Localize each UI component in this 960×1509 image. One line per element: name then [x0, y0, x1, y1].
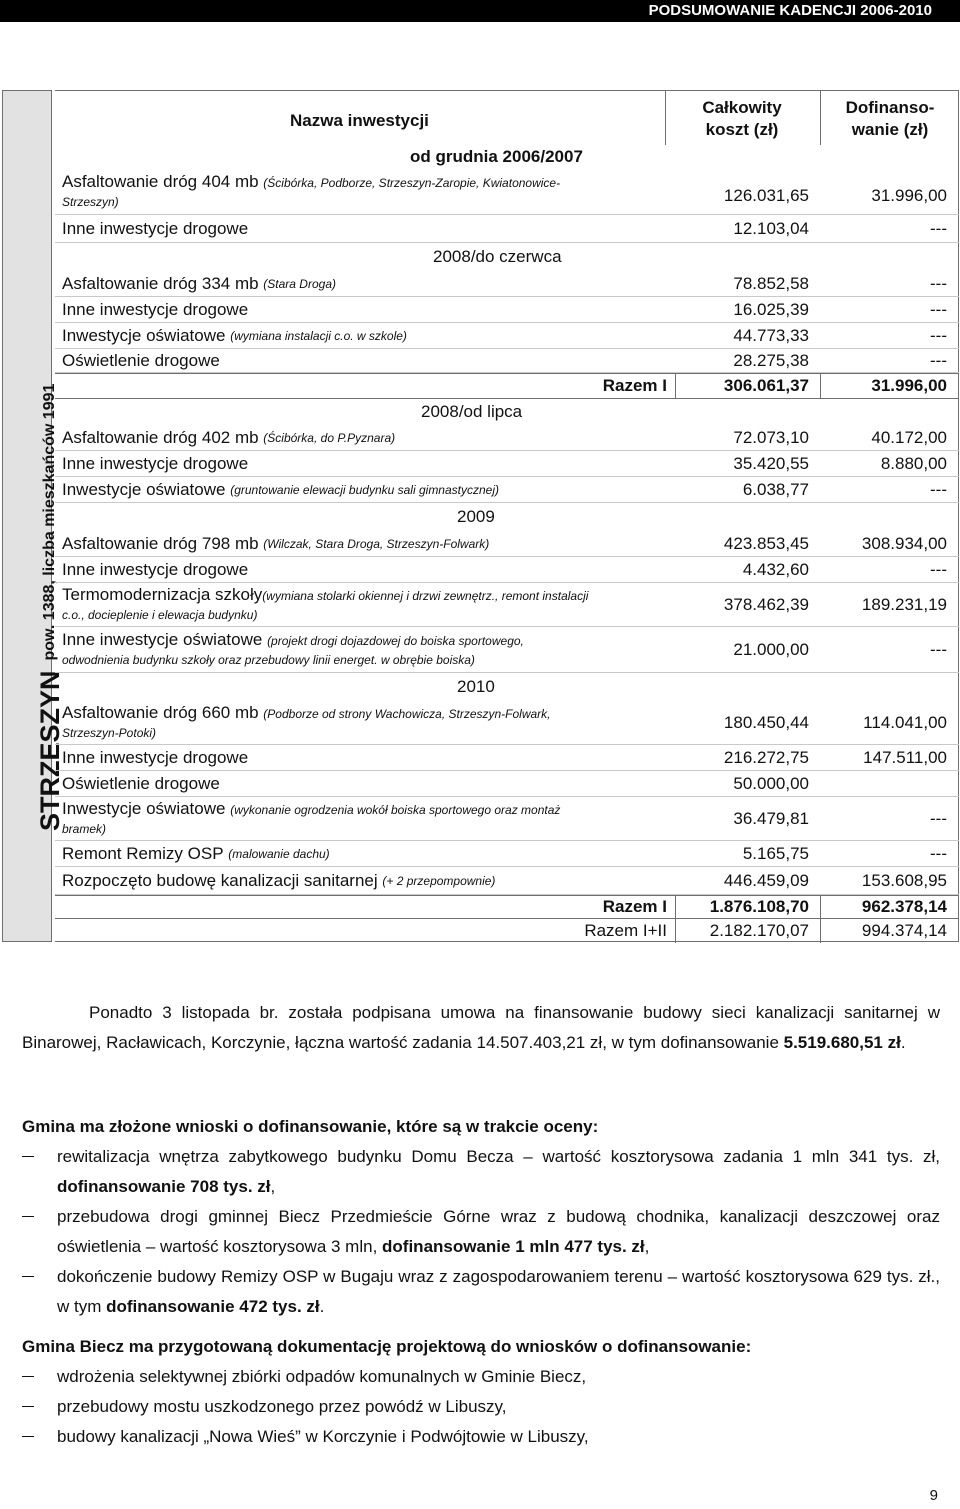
list-item-text: budowy kanalizacji „Nowa Wieś” w Korczynie i Podwójtowie w Libuszy, — [57, 1427, 589, 1446]
subtotal-divider — [675, 373, 676, 399]
row-dof: 8.880,00 — [880, 453, 947, 473]
col-dof-line2: wanie (zł) — [851, 120, 929, 139]
row-name — [62, 477, 672, 502]
row-title: Oświetlenie drogowe — [62, 350, 220, 370]
row-detail: (wymiana stolarki okiennej i drzwi zewnętrz., remont instalacji — [262, 588, 589, 603]
documentation-section — [22, 1332, 940, 1452]
col-cost-line1: Całkowity — [702, 98, 782, 117]
row-title: Rozpoczęto budowę kanalizacji sanitarnej — [62, 870, 378, 890]
header-divider — [665, 91, 666, 145]
row-dof: --- — [930, 325, 947, 345]
row-detail: (gruntowanie elewacji budynku sali gimnastycznej) — [230, 482, 500, 497]
village-info: pow. 1388, liczba mieszkańców 1991 — [41, 383, 58, 661]
row-dof: 308.934,00 — [861, 533, 947, 553]
row-dof: 153.608,95 — [861, 870, 947, 890]
row-title: Inne inwestycje drogowe — [62, 747, 249, 767]
row-detail-2: Strzeszyn) — [62, 194, 119, 209]
investment-table — [55, 90, 959, 942]
header-divider — [820, 91, 821, 145]
section-label: od grudnia 2006/2007 — [410, 147, 583, 166]
row-dof: --- — [930, 559, 947, 579]
totals-divider — [675, 895, 676, 943]
subtotal-cost: 1.876.108,70 — [709, 897, 809, 916]
row-title: Inwestycje oświatowe — [62, 325, 226, 345]
list-item-text: rewitalizacja wnętrza zabytkowego budynku Domu Becza – wartość kosztorysowa zadania 1 mln 341 tys. zł, — [57, 1147, 940, 1166]
row-name — [62, 583, 672, 626]
subtotal-label: Razem I — [602, 897, 667, 916]
list-item — [22, 1422, 940, 1452]
row-name — [62, 701, 672, 744]
row-dof: 114.041,00 — [863, 712, 947, 732]
subtotal-dof: 31.996,00 — [871, 376, 947, 395]
table-row — [55, 297, 959, 323]
col-cost-header — [667, 97, 817, 141]
row-title: Inne inwestycje oświatowe — [62, 629, 263, 649]
row-detail: (malowanie dachu) — [228, 846, 330, 861]
applications-section — [22, 1112, 940, 1322]
row-detail: (+ 2 przepompownie) — [382, 873, 496, 888]
list-item — [22, 1362, 940, 1392]
row-name — [62, 867, 672, 894]
list-item — [22, 1202, 940, 1262]
row-cost: 216.272,75 — [723, 747, 809, 767]
row-title: Inne inwestycje drogowe — [62, 218, 249, 238]
row-cost: 50.000,00 — [733, 773, 809, 793]
list-item-end: , — [644, 1237, 650, 1256]
list-item-bold: dofinansowanie 708 tys. zł — [57, 1177, 271, 1196]
table-row — [55, 771, 959, 797]
row-cost: 378.462,39 — [723, 594, 809, 614]
table-row — [55, 557, 959, 583]
section-label: 2010 — [457, 677, 495, 696]
row-dof: --- — [930, 479, 947, 499]
row-name — [62, 271, 672, 296]
row-detail: (projekt drogi dojazdowej do boiska sportowego, — [267, 633, 524, 648]
section-label: 2008/od lipca — [421, 402, 523, 421]
row-cost: 446.459,09 — [723, 870, 809, 890]
table-row — [55, 531, 959, 557]
table-row — [55, 349, 959, 373]
section-label: 2008/do czerwca — [433, 247, 562, 266]
totals-divider — [820, 895, 821, 943]
row-title: Inne inwestycje drogowe — [62, 559, 249, 579]
total-cost: 2.182.170,07 — [709, 920, 809, 940]
row-dof: --- — [930, 218, 947, 238]
row-detail-2: Strzeszyn-Potoki) — [62, 725, 157, 740]
subtotal-row — [55, 373, 959, 399]
col-name-header: Nazwa inwestycji — [290, 111, 429, 130]
paragraph-bold: 5.519.680,51 zł — [783, 1033, 901, 1052]
row-title: Inne inwestycje drogowe — [62, 453, 249, 473]
row-dof: --- — [930, 808, 947, 828]
paragraph-body: Ponadto 3 listopada br. została podpisana umowa na finansowanie budowy sieci kanalizacji sanitarnej w Binarowej, Racławicach, Korczynie, łączna wartość zadania 14.507.403,21 zł, w tym dofinansowanie — [22, 1003, 940, 1052]
row-cost: 16.025,39 — [733, 299, 809, 319]
col-dof-line1: Dofinanso- — [845, 98, 935, 117]
section-row — [55, 243, 959, 271]
subtotal-dof: 962.378,14 — [861, 897, 947, 916]
row-dof: --- — [930, 299, 947, 319]
row-title: Asfaltowanie dróg 404 mb — [62, 171, 259, 191]
list-item-bold: dofinansowanie 472 tys. zł — [106, 1297, 320, 1316]
row-title: Inwestycje oświatowe — [62, 479, 226, 499]
table-row — [55, 169, 959, 215]
row-cost: 36.479,81 — [733, 808, 809, 828]
row-title: Remont Remizy OSP — [62, 843, 224, 863]
row-dof: --- — [930, 639, 947, 659]
page-number: 9 — [929, 1487, 938, 1504]
section-label: 2009 — [457, 507, 495, 526]
section-heading: Gmina Biecz ma przygotowaną dokumentację projektową do wniosków o dofinansowanie: — [22, 1337, 752, 1356]
col-cost-line2: koszt (zł) — [705, 120, 779, 139]
row-detail: (Wilczak, Stara Droga, Strzeszyn-Folwark) — [263, 536, 490, 551]
row-dof: 31.996,00 — [871, 185, 947, 205]
row-dof: --- — [930, 350, 947, 370]
page-header: PODSUMOWANIE KADENCJI 2006-2010 — [0, 0, 960, 22]
row-cost: 12.103,04 — [733, 218, 809, 238]
table-row — [55, 701, 959, 745]
row-name — [62, 531, 672, 556]
list-item-text: wdrożenia selektywnej zbiórki odpadów komunalnych w Gminie Biecz, — [57, 1367, 587, 1386]
row-name — [62, 627, 672, 672]
row-title: Asfaltowanie dróg 402 mb — [62, 427, 259, 447]
paragraph-end: . — [900, 1033, 906, 1052]
row-name — [62, 169, 672, 214]
table-row — [55, 451, 959, 477]
row-dof: 40.172,00 — [871, 427, 947, 447]
col-dof-header — [821, 97, 959, 141]
village-sidebar — [2, 90, 65, 942]
section-row — [55, 145, 959, 169]
row-title: Asfaltowanie dróg 660 mb — [62, 702, 259, 722]
village-name: STRZESZYN — [35, 670, 65, 831]
row-name — [62, 323, 672, 348]
subtotal-label: Razem I — [602, 376, 667, 395]
row-title: Oświetlenie drogowe — [62, 773, 220, 793]
subtotal-divider — [820, 373, 821, 399]
section-row — [55, 503, 959, 531]
row-name — [62, 425, 672, 450]
table-row — [55, 323, 959, 349]
list-item-text: dokończenie budowy Remizy OSP w Bugaju wraz z zagospodarowaniem terenu – wartość kosztorysowa 629 tys. zł., w tym — [57, 1267, 940, 1316]
row-detail: (wykonanie ogrodzenia wokół boiska sportowego oraz montaż — [230, 802, 561, 817]
table-row — [55, 215, 959, 243]
table-row — [55, 477, 959, 503]
funding-agreement-paragraph — [22, 998, 940, 1058]
total-dof: 994.374,14 — [861, 920, 947, 940]
table-row — [55, 271, 959, 297]
list-item-end: . — [319, 1297, 325, 1316]
row-cost: 4.432,60 — [742, 559, 809, 579]
list-item-end: , — [270, 1177, 276, 1196]
table-header — [55, 91, 959, 149]
table-row — [55, 841, 959, 867]
row-dof: --- — [930, 273, 947, 293]
row-cost: 35.420,55 — [733, 453, 809, 473]
row-title: Termomodernizacja szkoły — [62, 584, 263, 604]
list-item — [22, 1142, 940, 1202]
table-row — [55, 627, 959, 673]
total-row — [55, 919, 959, 942]
row-detail: (Ścibórka, do P.Pyznara) — [263, 430, 396, 445]
table-row — [55, 745, 959, 771]
subtotal-cost: 306.061,37 — [723, 376, 809, 395]
row-name — [62, 841, 672, 866]
row-cost: 44.773,33 — [733, 325, 809, 345]
subtotal-row — [55, 895, 959, 919]
row-cost: 126.031,65 — [723, 185, 809, 205]
total-label: Razem I+II — [584, 920, 667, 940]
row-title: Inne inwestycje drogowe — [62, 299, 249, 319]
row-dof: 147.511,00 — [863, 747, 947, 767]
list-item — [22, 1262, 940, 1322]
row-title: Asfaltowanie dróg 334 mb — [62, 273, 259, 293]
row-detail-2: bramek) — [62, 821, 107, 836]
row-cost: 21.000,00 — [733, 639, 809, 659]
row-detail: (Podborze od strony Wachowicza, Strzeszyn-Folwark, — [263, 706, 551, 721]
paragraph-text — [22, 998, 940, 1058]
table-row — [55, 797, 959, 841]
row-title: Inwestycje oświatowe — [62, 798, 226, 818]
table-row — [55, 867, 959, 895]
row-cost: 28.275,38 — [733, 350, 809, 370]
section-row — [55, 673, 959, 701]
row-cost: 5.165,75 — [742, 843, 809, 863]
section-heading: Gmina ma złożone wnioski o dofinansowanie, które są w trakcie oceny: — [22, 1117, 599, 1136]
list-item-text: przebudowy mostu uszkodzonego przez powódź w Libuszy, — [57, 1397, 507, 1416]
row-detail-2: odwodnienia budynku szkoły oraz przebudowy linii energet. w obrębie boiska) — [62, 652, 475, 667]
section-row — [55, 399, 959, 425]
list-item-bold: dofinansowanie 1 mln 477 tys. zł — [382, 1237, 645, 1256]
list-item-text: przebudowa drogi gminnej Biecz Przedmieście Górne wraz z budową chodnika, kanalizacji deszczowej oraz oświetlenia – wartość kosztorysowa 3 mln, — [57, 1207, 940, 1256]
table-row — [55, 425, 959, 451]
row-dof: --- — [930, 843, 947, 863]
row-cost: 423.853,45 — [723, 533, 809, 553]
row-cost: 180.450,44 — [723, 712, 809, 732]
list-item — [22, 1392, 940, 1422]
row-cost: 6.038,77 — [742, 479, 809, 499]
row-detail: (Ścibórka, Podborze, Strzeszyn-Zaropie, Kwiatonowice- — [263, 175, 561, 190]
row-name — [62, 797, 672, 840]
row-detail-2: c.o., docieplenie i elewacja budynku) — [62, 607, 258, 622]
row-dof: 189.231,19 — [861, 594, 947, 614]
row-cost: 72.073,10 — [733, 427, 809, 447]
row-cost: 78.852,58 — [733, 273, 809, 293]
row-dof — [820, 771, 953, 796]
row-detail: (Stara Droga) — [263, 276, 336, 291]
table-row — [55, 583, 959, 627]
row-detail: (wymiana instalacji c.o. w szkole) — [230, 328, 407, 343]
row-title: Asfaltowanie dróg 798 mb — [62, 533, 259, 553]
